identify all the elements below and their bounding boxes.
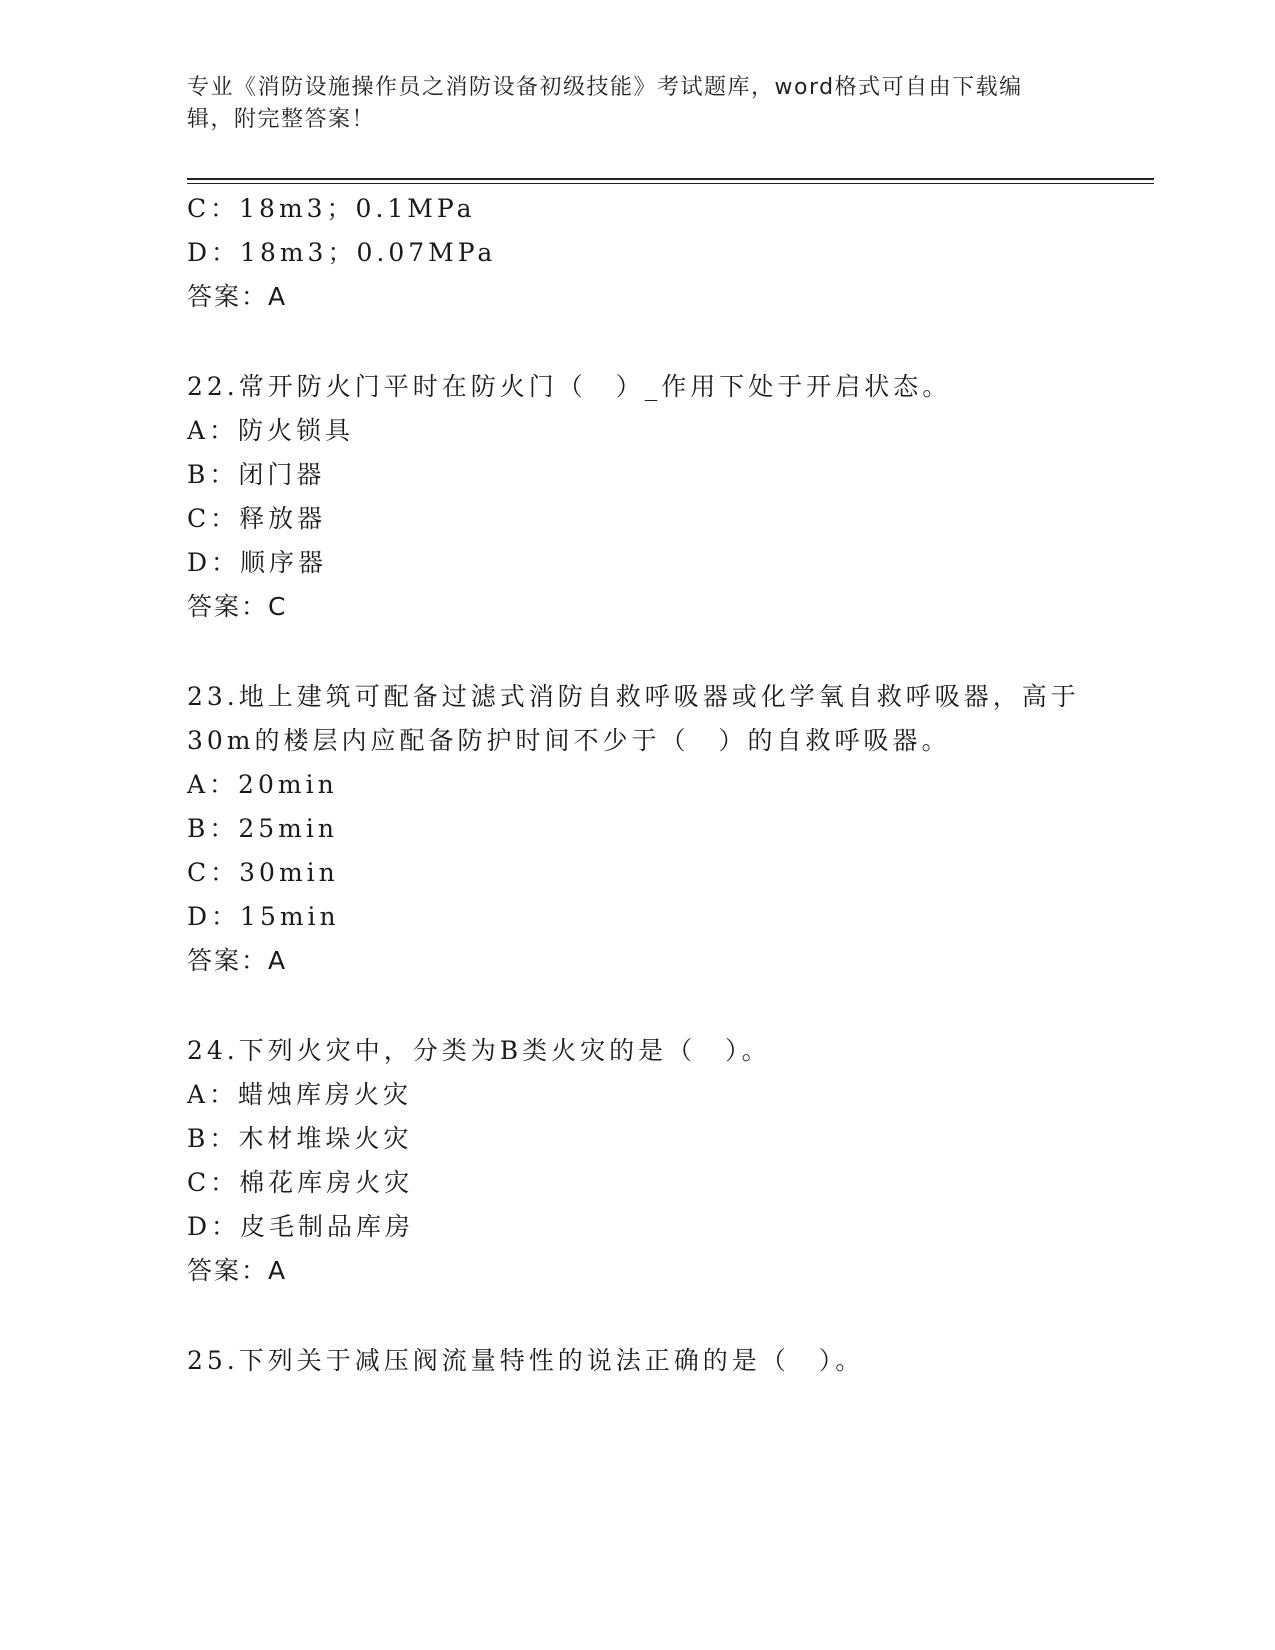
question-22-option-d: D：顺序器 [187,548,328,577]
prev-answer: 答案：A [187,282,288,311]
question-22-option-c: C：释放器 [187,504,327,533]
header-line-1: 专业《消防设施操作员之消防设备初级技能》考试题库，word格式可自由下载编 [187,75,1023,100]
question-24-option-a: A：蜡烛库房火灾 [187,1080,413,1109]
question-23-option-d: D：15min [187,902,340,931]
question-23-option-b: B：25min [187,814,338,843]
question-24-option-d: D：皮毛制品库房 [187,1212,415,1241]
question-23-stem-line-2: 30m的楼层内应配备防护时间不少于（ ）的自救呼吸器。 [187,726,951,755]
question-24-option-b: B：木材堆垛火灾 [187,1124,413,1153]
question-24-stem: 24.下列火灾中，分类为B类火灾的是（ ）。 [187,1036,771,1065]
prev-option-d: D：18m3；0.07MPa [187,238,497,267]
question-25-stem: 25.下列关于减压阀流量特性的说法正确的是（ ）。 [187,1346,865,1375]
prev-option-c: C：18m3；0.1MPa [187,194,476,223]
question-23-stem-line-1: 23.地上建筑可配备过滤式消防自救呼吸器或化学氧自救呼吸器，高于 [187,682,1080,711]
question-23-option-a: A：20min [187,770,338,799]
question-23-answer: 答案：A [187,946,288,975]
document-header [187,72,1087,136]
question-22-option-a: A：防火锁具 [187,416,355,445]
header-divider-thin [187,183,1154,184]
header-line-2: 辑，附完整答案！ [187,107,376,132]
question-23-option-c: C：30min [187,858,339,887]
question-22-stem: 22.常开防火门平时在防火门（ ）_作用下处于开启状态。 [187,372,952,401]
question-22-answer: 答案：C [187,592,288,621]
header-divider-thick [187,178,1154,180]
question-22-option-b: B：闭门器 [187,460,326,489]
question-24-answer: 答案：A [187,1256,288,1285]
question-24-option-c: C：棉花库房火灾 [187,1168,414,1197]
